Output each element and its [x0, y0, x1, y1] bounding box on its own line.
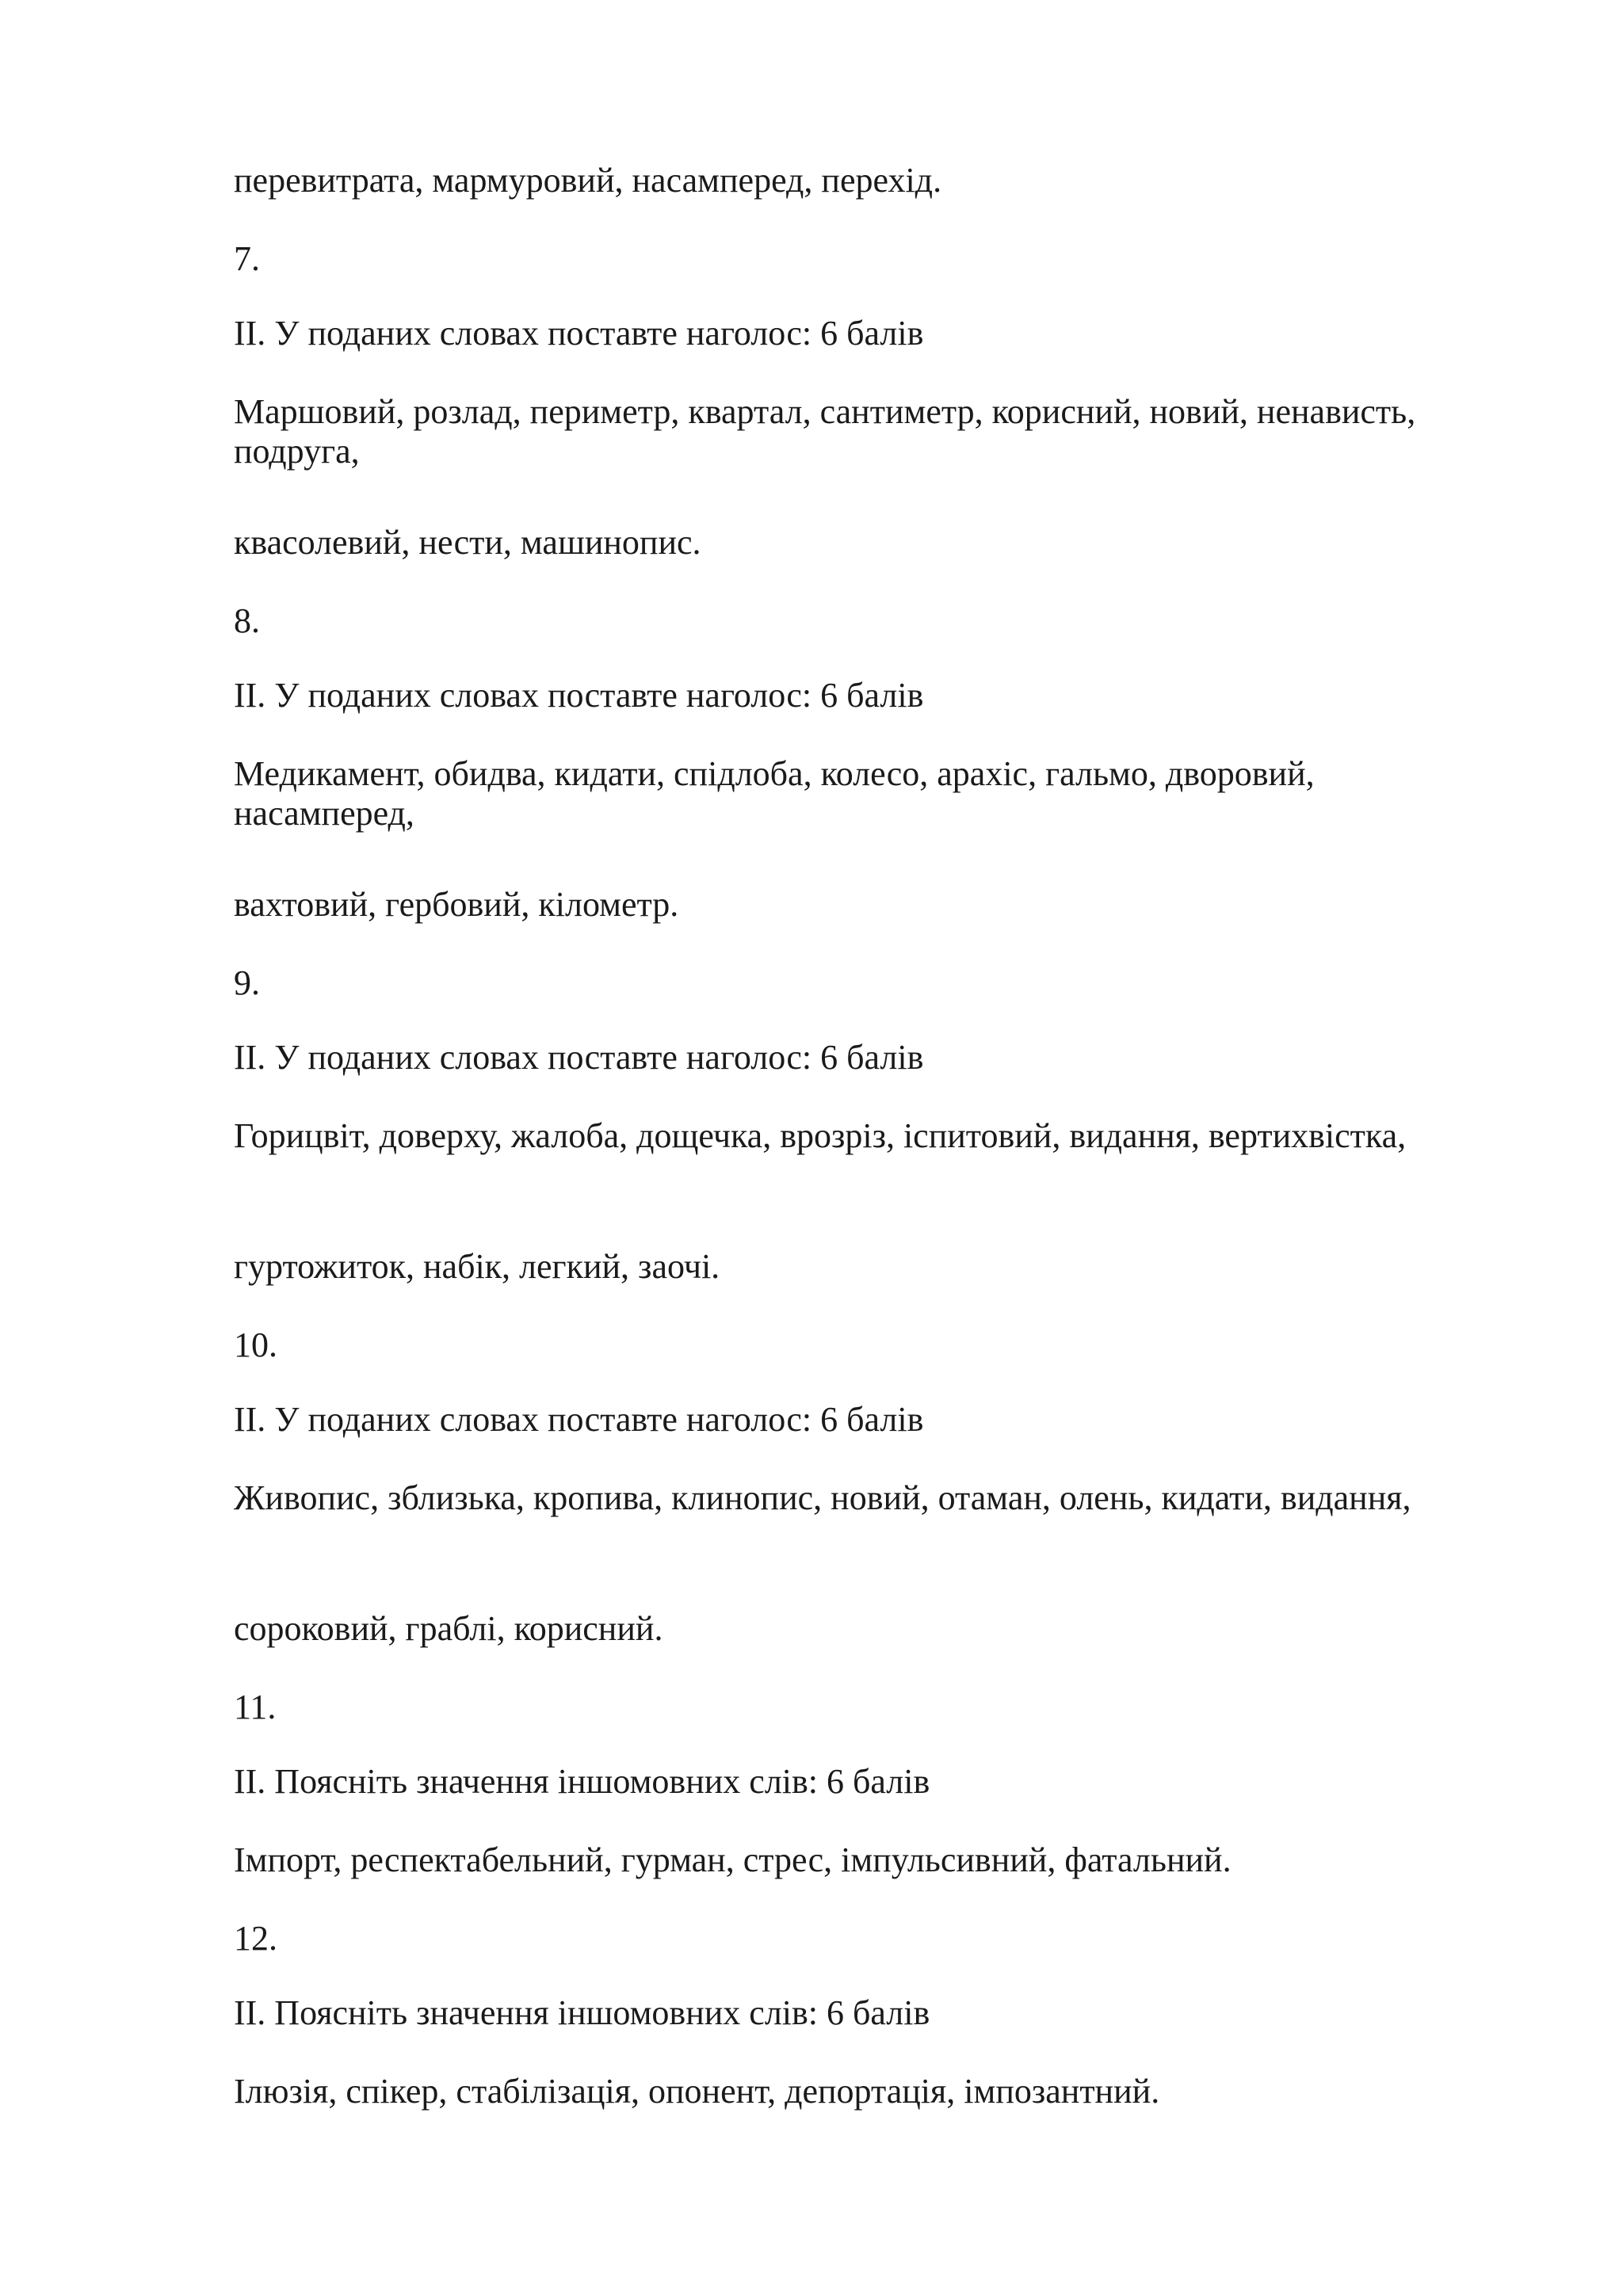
item-number-10: 10. — [234, 1325, 277, 1364]
task-heading-12: II. Поясніть значення іншомовних слів: 6 балів — [234, 1993, 930, 2032]
task-words-10a: Живопис, зблизька, кропива, клинопис, новий, отаман, олень, кидати, видання, — [234, 1478, 1411, 1517]
task-words-8b: вахтовий, гербовий, кілометр. — [234, 885, 679, 924]
task-heading-7: II. У поданих словах поставте наголос: 6 балів — [234, 314, 924, 353]
task-words-7b: квасолевий, нести, машинопис. — [234, 523, 701, 562]
task-words-7a: Маршовий, розлад, периметр, квартал, сантиметр, корисний, новий, ненависть, подруга, — [234, 392, 1416, 471]
task-heading-8: II. У поданих словах поставте наголос: 6 балів — [234, 676, 924, 715]
task-words-12: Ілюзія, спікер, стабілізація, опонент, депортація, імпозантний. — [234, 2072, 1160, 2111]
item-number-11: 11. — [234, 1688, 277, 1726]
task-words-8a: Медикамент, обидва, кидати, спідлоба, колесо, арахіс, гальмо, дворовий, насамперед, — [234, 754, 1315, 833]
item-number-9: 9. — [234, 963, 260, 1002]
item-number-12: 12. — [234, 1919, 277, 1958]
task-heading-10: II. У поданих словах поставте наголос: 6 балів — [234, 1400, 924, 1439]
task-words-10b: сороковий, граблі, корисний. — [234, 1609, 663, 1648]
task-words-11: Імпорт, респектабельний, гурман, стрес, імпульсивний, фатальний. — [234, 1840, 1232, 1879]
task-words-9a: Горицвіт, доверху, жалоба, дощечка, врозріз, іспитовий, видання, вертихвістка, — [234, 1116, 1407, 1155]
task-heading-9: II. У поданих словах поставте наголос: 6 балів — [234, 1038, 924, 1077]
task-words-9b: гуртожиток, набік, легкий, заочі. — [234, 1247, 720, 1286]
text-line-words-continuation: перевитрата, мармуровий, насамперед, перехід. — [234, 161, 942, 200]
item-number-7: 7. — [234, 239, 260, 278]
task-heading-11: II. Поясніть значення іншомовних слів: 6 балів — [234, 1762, 930, 1801]
item-number-8: 8. — [234, 601, 260, 640]
